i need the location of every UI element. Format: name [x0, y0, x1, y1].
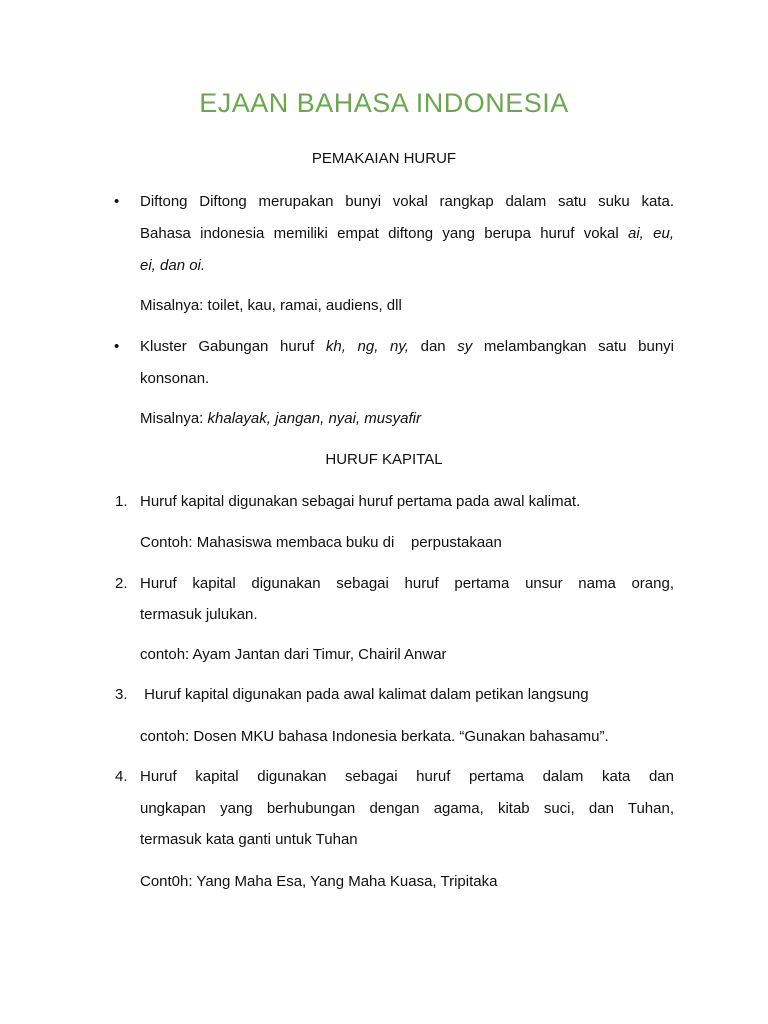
- diftong-line-1: Diftong Diftong merupakan bunyi vokal rangkap dalam satu suku kata.: [140, 193, 674, 210]
- kluster-example: Misalnya: khalayak, jangan, nyai, musyafir: [140, 410, 421, 427]
- diftong-example: Misalnya: toilet, kau, ramai, audiens, dll: [140, 297, 402, 314]
- bullet-kluster: •: [114, 338, 120, 355]
- item-2-line-1: Huruf kapital digunakan sebagai huruf pertama unsur nama orang,: [140, 575, 674, 592]
- item-2-line-2: termasuk julukan.: [140, 606, 258, 623]
- diftong-line-2: Bahasa indonesia memiliki empat diftong yang berupa huruf vokal ai, eu,: [140, 225, 674, 242]
- section-heading-huruf-kapital: HURUF KAPITAL: [325, 451, 443, 468]
- kluster-line-2: konsonan.: [140, 370, 210, 387]
- item-4-line-2: ungkapan yang berhubungan dengan agama, kitab suci, dan Tuhan,: [140, 800, 674, 817]
- kluster-line-1: Kluster Gabungan huruf kh, ng, ny, dan sy melambangkan satu bunyi: [140, 338, 674, 355]
- item-1-example: Contoh: Mahasiswa membaca buku di perpustakaan: [140, 534, 502, 551]
- list-number-1: 1.: [115, 493, 128, 510]
- item-4-line-1: Huruf kapital digunakan sebagai huruf pertama dalam kata dan: [140, 768, 674, 785]
- item-3-line-1: Huruf kapital digunakan pada awal kalimat dalam petikan langsung: [140, 686, 589, 703]
- bullet-diftong: •: [114, 193, 120, 210]
- item-2-example: contoh: Ayam Jantan dari Timur, Chairil Anwar: [140, 646, 447, 663]
- item-4-line-3: termasuk kata ganti untuk Tuhan: [140, 831, 358, 848]
- document-title: EJAAN BAHASA INDONESIA: [199, 88, 569, 118]
- section-heading-pemakaian-huruf: PEMAKAIAN HURUF: [311, 150, 457, 167]
- list-number-2: 2.: [115, 575, 128, 592]
- item-4-example: Cont0h: Yang Maha Esa, Yang Maha Kuasa, Tripitaka: [140, 873, 498, 890]
- item-1-line-1: Huruf kapital digunakan sebagai huruf pertama pada awal kalimat.: [140, 493, 581, 510]
- list-number-3: 3.: [115, 686, 128, 703]
- diftong-line-3: ei, dan oi.: [140, 257, 206, 274]
- item-3-example: contoh: Dosen MKU bahasa Indonesia berkata. “Gunakan bahasamu”.: [140, 728, 609, 745]
- list-number-4: 4.: [115, 768, 128, 785]
